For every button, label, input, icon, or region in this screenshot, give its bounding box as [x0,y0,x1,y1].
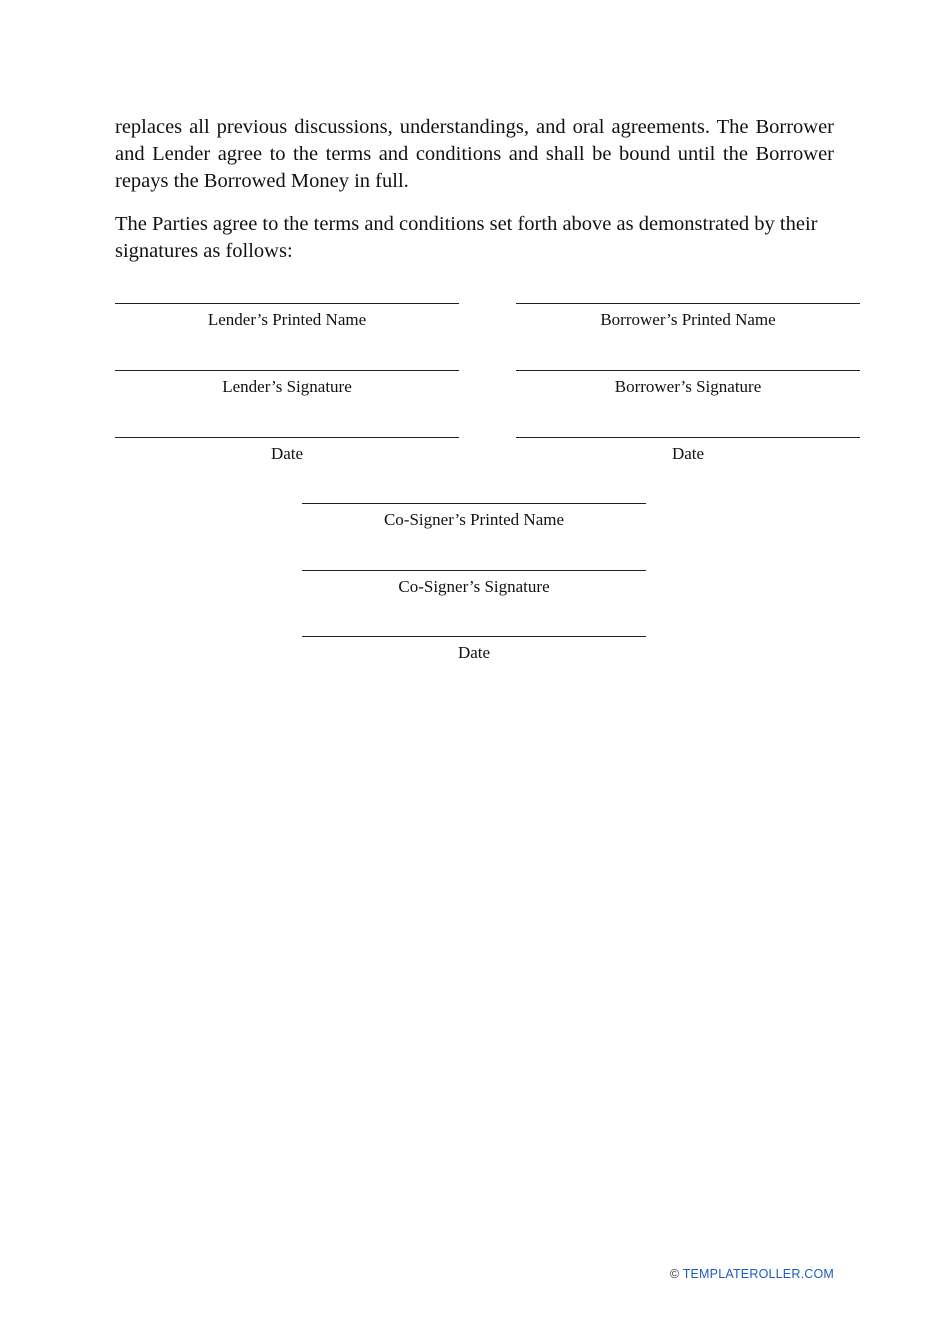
lender-printed-name-block [115,303,459,330]
body-paragraph-2: The Parties agree to the terms and conditions set forth above as demonstrated by their signatures as follows: [115,213,818,262]
copyright-icon: © [669,1267,680,1281]
borrower-date-line[interactable] [516,437,860,438]
borrower-printed-name-block [516,303,860,330]
borrower-date-label: Date [671,444,705,463]
templateroller-link[interactable]: TEMPLATEROLLER.COM [682,1267,834,1281]
lender-date-label: Date [270,444,304,463]
footer-copyright [670,1267,834,1281]
cosigner-date-line[interactable] [302,636,646,637]
body-paragraph-1: replaces all previous discussions, understandings, and oral agreements. The Borrower and Lender agree to the terms and conditions and shall be bound until the Borrower repays the Borrowed Money in full. [115,116,834,192]
cosigner-date-label: Date [457,643,491,662]
lender-signature-label: Lender’s Signature [222,377,352,396]
lender-date-block [115,437,459,464]
lender-signature-block [115,370,459,397]
cosigner-printed-name-label: Co-Signer’s Printed Name [383,510,565,529]
cosigner-signature-line[interactable] [302,570,646,571]
lender-signature-line[interactable] [115,370,459,371]
borrower-printed-name-label: Borrower’s Printed Name [600,310,776,329]
lender-printed-name-line[interactable] [115,303,459,304]
lender-date-line[interactable] [115,437,459,438]
cosigner-date-block [302,636,646,663]
borrower-printed-name-line[interactable] [516,303,860,304]
lender-printed-name-label: Lender’s Printed Name [207,310,367,329]
borrower-signature-block [516,370,860,397]
borrower-signature-label: Borrower’s Signature [614,377,762,396]
cosigner-printed-name-line[interactable] [302,503,646,504]
cosigner-printed-name-block [302,503,646,530]
cosigner-signature-block [302,570,646,597]
cosigner-signature-label: Co-Signer’s Signature [398,577,550,596]
borrower-signature-line[interactable] [516,370,860,371]
borrower-date-block [516,437,860,464]
